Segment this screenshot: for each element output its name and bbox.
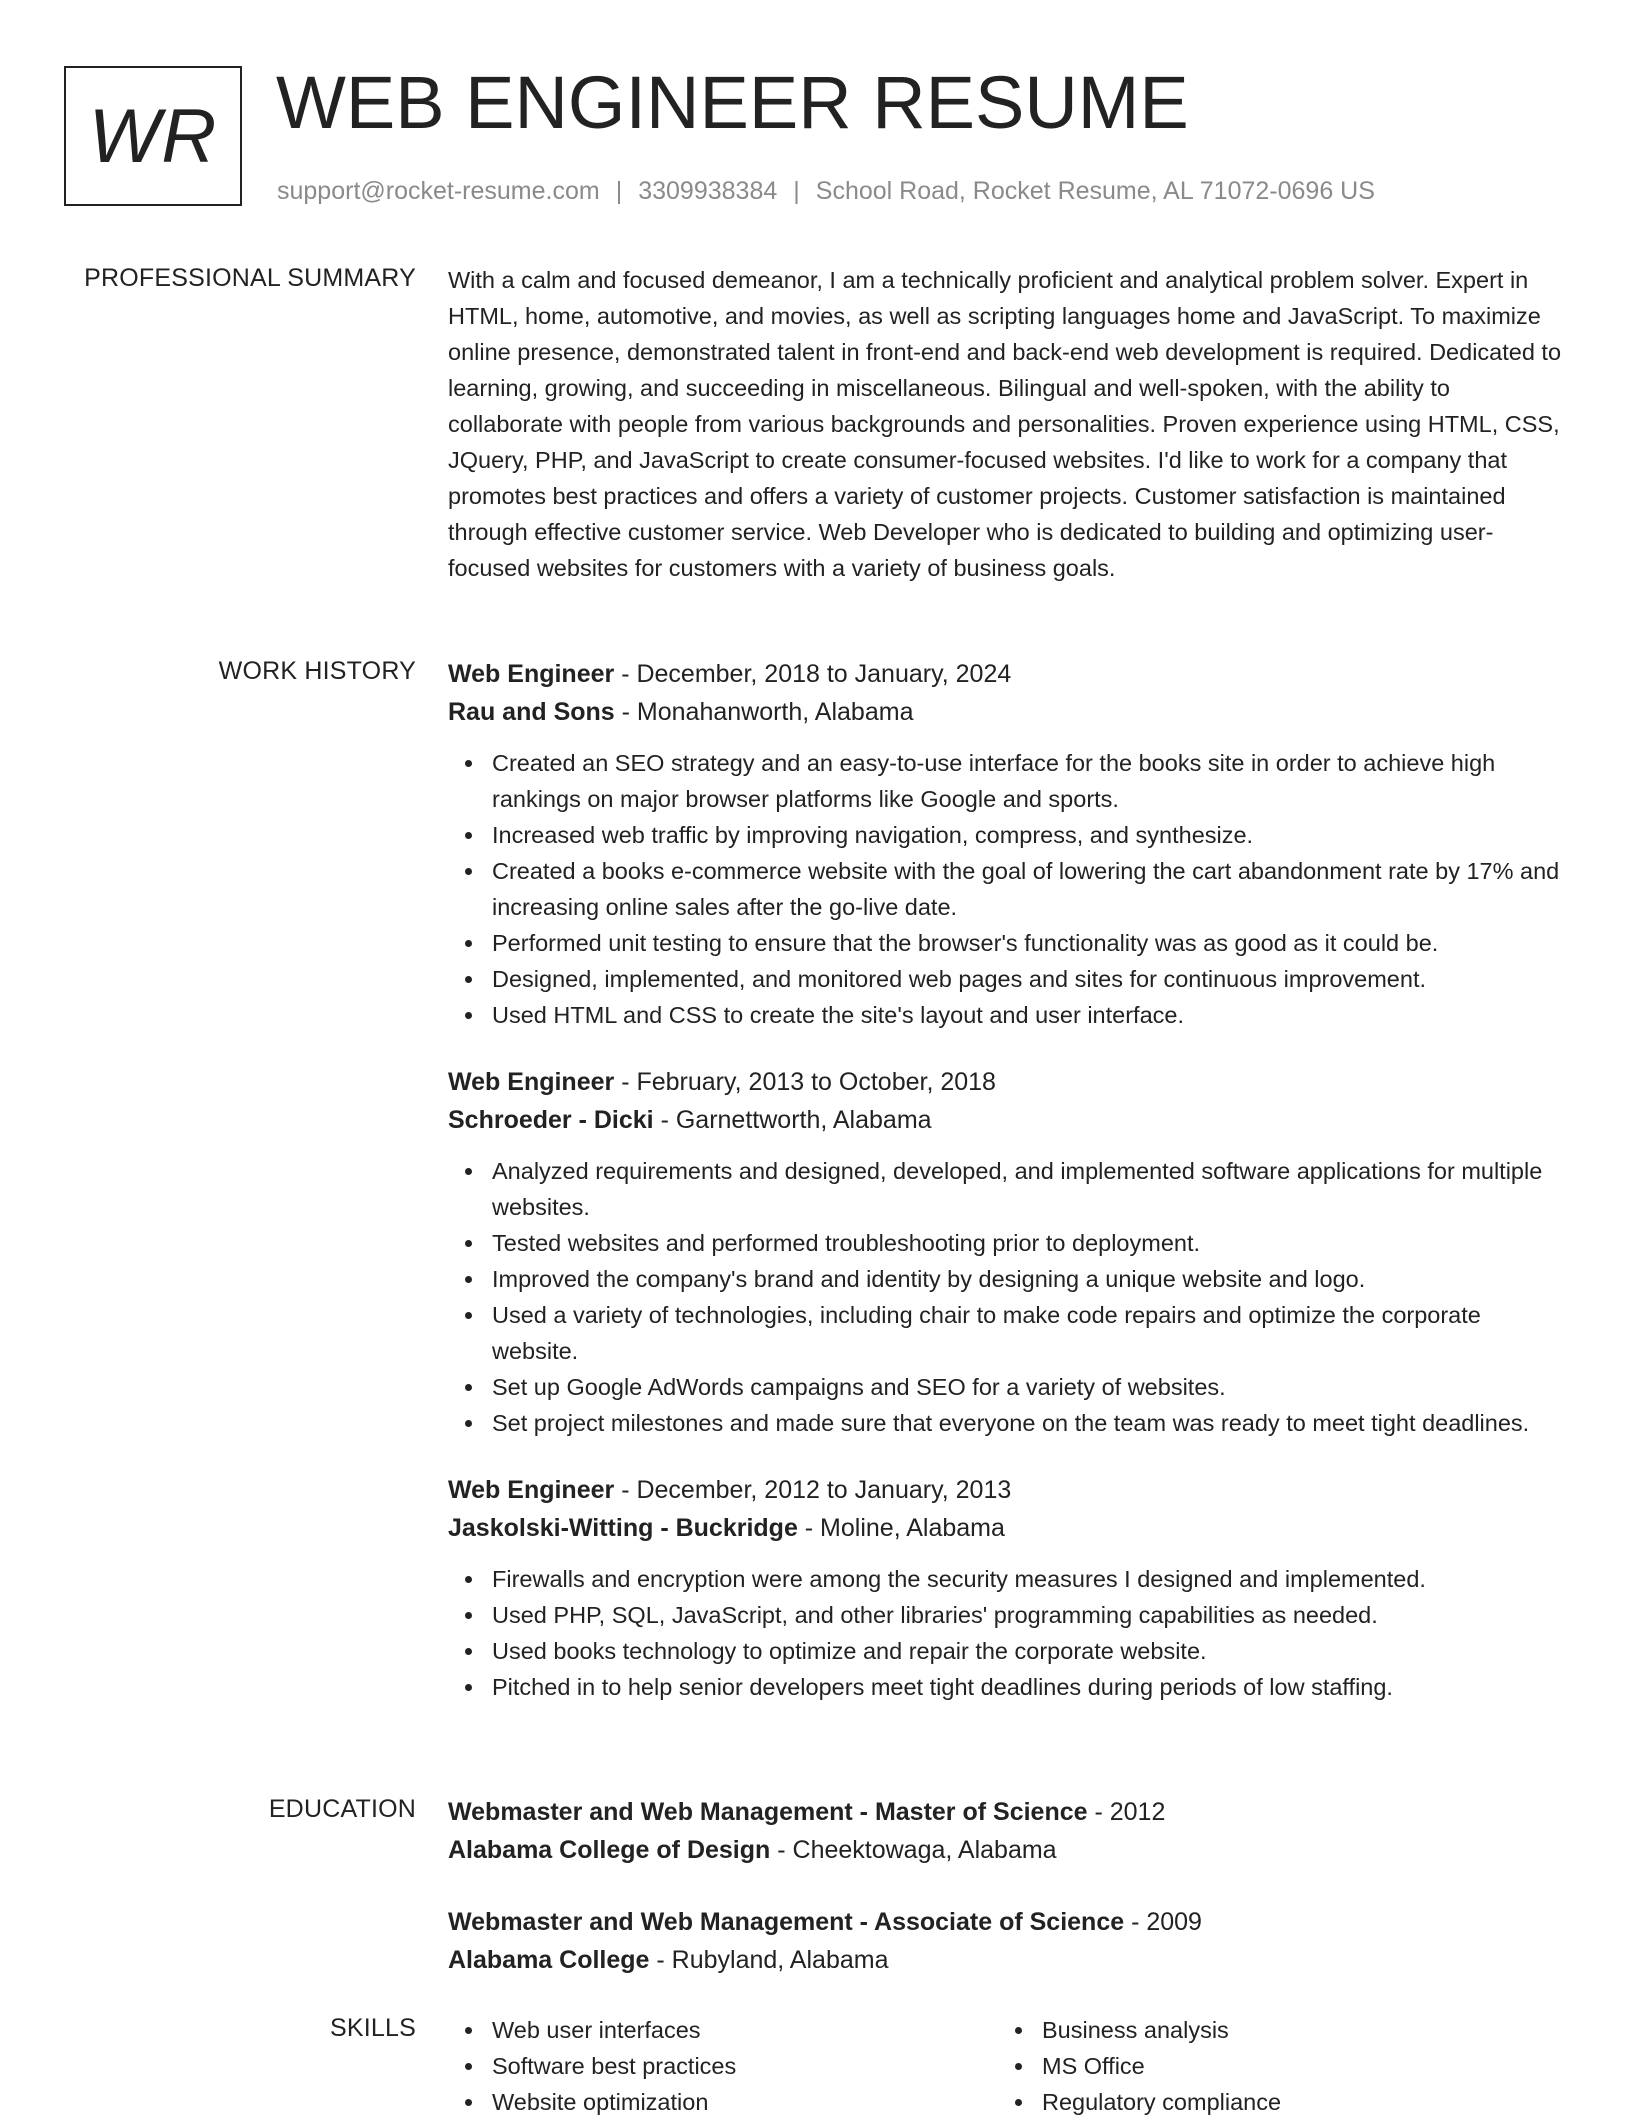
degree-year: - 2012 xyxy=(1087,1798,1166,1826)
skill-item: Business analysis xyxy=(1042,2012,1548,2048)
job-company: Jaskolski-Witting - Buckridge xyxy=(448,1514,798,1542)
school-location: - Cheektowaga, Alabama xyxy=(770,1836,1057,1864)
job-bullet: Analyzed requirements and designed, developed, and implemented software applications for multiple websites. xyxy=(492,1153,1568,1225)
skill-item: Regulatory compliance xyxy=(1042,2084,1548,2120)
skills-list xyxy=(448,2012,998,2120)
degree-year: - 2009 xyxy=(1124,1908,1202,1936)
job-bullet: Used books technology to optimize and repair the corporate website. xyxy=(492,1633,1568,1669)
skill-item: Software best practices xyxy=(492,2048,998,2084)
skills-column-left xyxy=(448,2012,998,2120)
resume-title: WEB ENGINEER RESUME xyxy=(276,61,1189,144)
job-bullet: Set project milestones and made sure that everyone on the team was ready to meet tight deadlines. xyxy=(492,1405,1568,1441)
section-label-work-history: WORK HISTORY xyxy=(218,657,416,685)
skills-list xyxy=(998,2012,1548,2120)
job-bullet: Improved the company's brand and identity by designing a unique website and logo. xyxy=(492,1261,1568,1297)
job-company-line xyxy=(448,1509,1568,1547)
school-line xyxy=(448,1831,1568,1869)
section-label-summary: PROFESSIONAL SUMMARY xyxy=(84,264,416,292)
education-entry xyxy=(448,1903,1568,1979)
school-location: - Rubyland, Alabama xyxy=(649,1946,889,1974)
job-dates: - December, 2018 to January, 2024 xyxy=(614,660,1012,688)
degree-name: Webmaster and Web Management - Master of Science xyxy=(448,1798,1088,1826)
job-bullet: Created a books e-commerce website with the goal of lowering the cart abandonment rate by 17% and increasing online sales after the go-live date. xyxy=(492,853,1568,925)
summary-body xyxy=(448,262,1568,586)
job-title: Web Engineer xyxy=(448,1068,615,1096)
degree-line xyxy=(448,1793,1568,1831)
job-bullet: Performed unit testing to ensure that the browser's functionality was as good as it could be. xyxy=(492,925,1568,961)
skills-columns xyxy=(448,2012,1568,2120)
job-bullets xyxy=(448,1561,1568,1705)
job-location: - Garnettworth, Alabama xyxy=(653,1106,932,1134)
school-name: Alabama College of Design xyxy=(448,1836,771,1864)
skill-item: Web user interfaces xyxy=(492,2012,998,2048)
work-history-body xyxy=(448,655,1568,1705)
job-dates: - February, 2013 to October, 2018 xyxy=(614,1068,996,1096)
job-company: Schroeder - Dicki xyxy=(448,1106,654,1134)
summary-text: With a calm and focused demeanor, I am a technically proficient and analytical problem solver. Expert in HTML, home, automotive, and movies, as well as scripting languages home and JavaScript. To maximize online presence, demonstrated talent in front-end and back-end web development is required. Dedicated to learning, growing, and succeeding in miscellaneous. Bilingual and well-spoken, with the ability to collaborate with people from various backgrounds and personalities. Proven experience using HTML, CSS, JQuery, PHP, and JavaScript to create consumer-focused websites. I'd like to work for a company that promotes best practices and offers a variety of customer projects. Customer satisfaction is maintained through effective customer service. Web Developer who is dedicated to building and optimizing user-focused websites for customers with a variety of business goals. xyxy=(448,267,1562,581)
job-bullet: Pitched in to help senior developers meet tight deadlines during periods of low staffing. xyxy=(492,1669,1568,1705)
job-company-line xyxy=(448,693,1568,731)
job-entry xyxy=(448,655,1568,1033)
skills-column-right xyxy=(998,2012,1548,2120)
contact-separator: | xyxy=(615,177,623,205)
job-bullet: Used PHP, SQL, JavaScript, and other libraries' programming capabilities as needed. xyxy=(492,1597,1568,1633)
degree-line xyxy=(448,1903,1568,1941)
skill-item: Website optimization xyxy=(492,2084,998,2120)
job-title-line xyxy=(448,1063,1568,1101)
job-title-line xyxy=(448,655,1568,693)
job-bullet: Tested websites and performed troubleshooting prior to deployment. xyxy=(492,1225,1568,1261)
school-line xyxy=(448,1941,1568,1979)
job-bullet: Firewalls and encryption were among the security measures I designed and implemented. xyxy=(492,1561,1568,1597)
job-title: Web Engineer xyxy=(448,660,615,688)
job-bullet: Designed, implemented, and monitored web pages and sites for continuous improvement. xyxy=(492,961,1568,997)
job-location: - Moline, Alabama xyxy=(797,1514,1005,1542)
education-body xyxy=(448,1793,1568,1979)
job-location: - Monahanworth, Alabama xyxy=(614,698,914,726)
contact-line xyxy=(277,176,1375,206)
school-name: Alabama College xyxy=(448,1946,650,1974)
degree-name: Webmaster and Web Management - Associate of Science xyxy=(448,1908,1125,1936)
job-bullet: Used HTML and CSS to create the site's layout and user interface. xyxy=(492,997,1568,1033)
section-label-skills: SKILLS xyxy=(330,2014,416,2042)
education-entry xyxy=(448,1793,1568,1869)
job-bullet: Used a variety of technologies, including chair to make code repairs and optimize the corporate website. xyxy=(492,1297,1568,1369)
job-bullets xyxy=(448,745,1568,1033)
contact-separator: | xyxy=(793,177,800,205)
job-bullet: Increased web traffic by improving navigation, compress, and synthesize. xyxy=(492,817,1568,853)
section-label-education: EDUCATION xyxy=(268,1795,416,1823)
job-bullets xyxy=(448,1153,1568,1441)
job-title: Web Engineer xyxy=(448,1476,615,1504)
job-entry xyxy=(448,1471,1568,1705)
job-dates: - December, 2012 to January, 2013 xyxy=(614,1476,1012,1504)
contact-email: support@rocket-resume.com xyxy=(277,177,600,205)
job-entry xyxy=(448,1063,1568,1441)
job-company: Rau and Sons xyxy=(448,698,615,726)
job-company-line xyxy=(448,1101,1568,1139)
job-bullet: Set up Google AdWords campaigns and SEO for a variety of websites. xyxy=(492,1369,1568,1405)
job-title-line xyxy=(448,1471,1568,1509)
contact-address: School Road, Rocket Resume, AL 71072-0696 US xyxy=(815,177,1375,205)
contact-phone: 3309938384 xyxy=(638,177,778,205)
skills-body xyxy=(448,2012,1568,2120)
monogram-logo: WR xyxy=(64,66,242,206)
job-bullet: Created an SEO strategy and an easy-to-use interface for the books site in order to achieve high rankings on major browser platforms like Google and sports. xyxy=(492,745,1568,817)
skill-item: MS Office xyxy=(1042,2048,1548,2084)
